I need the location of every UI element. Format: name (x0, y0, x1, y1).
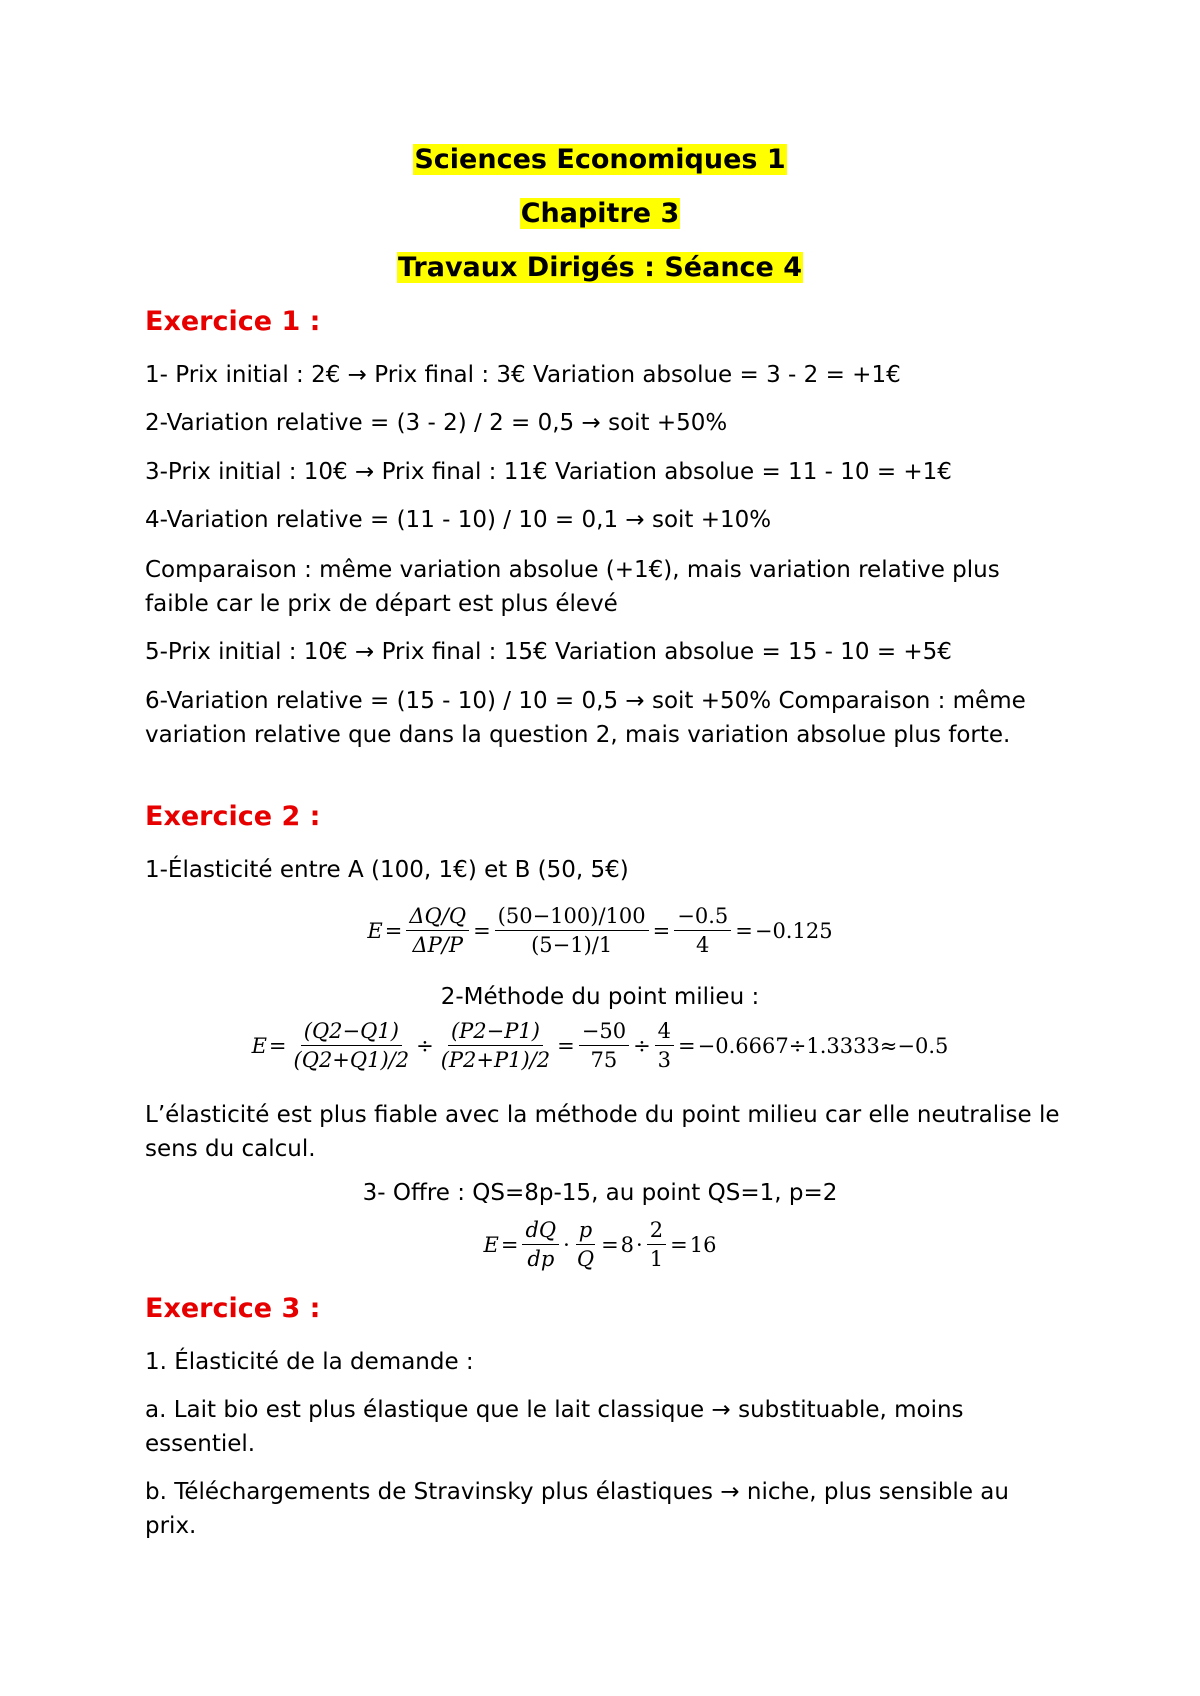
frac-den: 3 (657, 1048, 672, 1072)
session-title: Travaux Dirigés : Séance 4 (397, 252, 803, 283)
formula-lhs: E (483, 1232, 499, 1257)
ex3-line-3: b. Téléchargements de Stravinsky plus élastiques → niche, plus sensible au prix. (145, 1479, 1009, 1539)
chapter-title: Chapitre 3 (520, 198, 680, 229)
exercise-1-heading: Exercice 1 : (145, 306, 321, 337)
formula-result: 16 (689, 1232, 717, 1257)
frac-num: dQ (522, 1217, 559, 1245)
frac-num: −50 (579, 1018, 629, 1046)
ex1-line-6: 6-Variation relative = (15 - 10) / 10 = 0,5 → soit +50% Comparaison : même variation relative que dans la question 2, mais variation absolue plus forte. (145, 688, 1026, 748)
frac-den: (P2+P1)/2 (440, 1048, 551, 1072)
frac-num: 4 (655, 1018, 674, 1046)
ex1-line-4: 4-Variation relative = (11 - 10) / 10 = 0,1 → soit +10% (145, 507, 772, 533)
formula-elasticity-arc: E = $\frac{\Delta Q/Q}{\Delta P/P}$ = $\frac{(50-100)/100}{(5-1)/1}$ = $\frac{-0.5}{4}$ = −0.125 (367, 904, 833, 957)
ex2-line-4: 3- Offre : QS=8p-15, au point QS=1, p=2 (362, 1180, 838, 1206)
formula-lhs: E (251, 1033, 267, 1058)
frac-den: dp (527, 1247, 555, 1271)
ex1-comparison: Comparaison : même variation absolue (+1€), mais variation relative plus faible car le prix de départ est plus élevé (145, 557, 1000, 617)
ex2-line-2: 2-Méthode du point milieu : (440, 984, 760, 1010)
frac-den: 4 (696, 933, 710, 957)
frac-num: (P2−P1) (448, 1018, 543, 1046)
ex3-line-2: a. Lait bio est plus élastique que le lait classique → substituable, moins essentiel. (145, 1397, 964, 1457)
frac-den: Q (576, 1247, 595, 1271)
frac-num: 2 (647, 1217, 666, 1245)
formula-elasticity-midpoint: E = $\frac{(Q2-Q1)}{(Q2+Q1)/2}$ ÷ $\frac{(P2-P1)}{(P2+P1)/2}$ = $\frac{-50}{75}$ ÷ $\frac{4}{3}$ = −0.6667÷1.3333≈−0.5 (251, 1019, 949, 1072)
frac-den: (Q2+Q1)/2 (293, 1048, 410, 1072)
exercise-3-heading: Exercice 3 : (145, 1293, 321, 1324)
title-line-2 (0, 198, 1200, 229)
title-line-3 (0, 252, 1200, 283)
ex1-line-5: 5-Prix initial : 10€ → Prix final : 15€ Variation absolue = 15 - 10 = +5€ (145, 639, 952, 665)
ex2-line-3: L’élasticité est plus fiable avec la méthode du point milieu car elle neutralise le sens du calcul. (145, 1102, 1060, 1162)
frac-den: ΔP/P (412, 933, 463, 957)
title-line-1 (0, 144, 1200, 175)
frac-den: 75 (590, 1048, 618, 1072)
frac-den: (5−1)/1 (531, 933, 613, 957)
formula-lhs: E (367, 918, 383, 943)
ex1-line-1: 1- Prix initial : 2€ → Prix final : 3€ Variation absolue = 3 - 2 = +1€ (145, 362, 901, 388)
formula-result: −0.6667÷1.3333≈−0.5 (697, 1033, 949, 1058)
formula-elasticity-supply: E = $\frac{dQ}{dp}$ · $\frac{p}{Q}$ = 8 · $\frac{2}{1}$ = 16 (483, 1218, 717, 1271)
frac-num: (50−100)/100 (495, 903, 649, 931)
ex1-line-2: 2-Variation relative = (3 - 2) / 2 = 0,5 → soit +50% (145, 410, 728, 436)
frac-num: ΔQ/Q (406, 903, 469, 931)
exercise-2-heading: Exercice 2 : (145, 801, 321, 832)
doc-title: Sciences Economiques 1 (414, 144, 786, 175)
frac-den: 1 (649, 1247, 664, 1271)
frac-num: p (576, 1217, 595, 1245)
frac-num: (Q2−Q1) (301, 1018, 402, 1046)
frac-num: −0.5 (674, 903, 731, 931)
ex1-line-3: 3-Prix initial : 10€ → Prix final : 11€ Variation absolue = 11 - 10 = +1€ (145, 459, 952, 485)
formula-factor: 8 (620, 1232, 635, 1257)
ex2-line-1: 1-Élasticité entre A (100, 1€) et B (50, 5€) (145, 857, 629, 883)
ex3-line-1: 1. Élasticité de la demande : (145, 1349, 474, 1375)
formula-result: −0.125 (754, 918, 833, 943)
